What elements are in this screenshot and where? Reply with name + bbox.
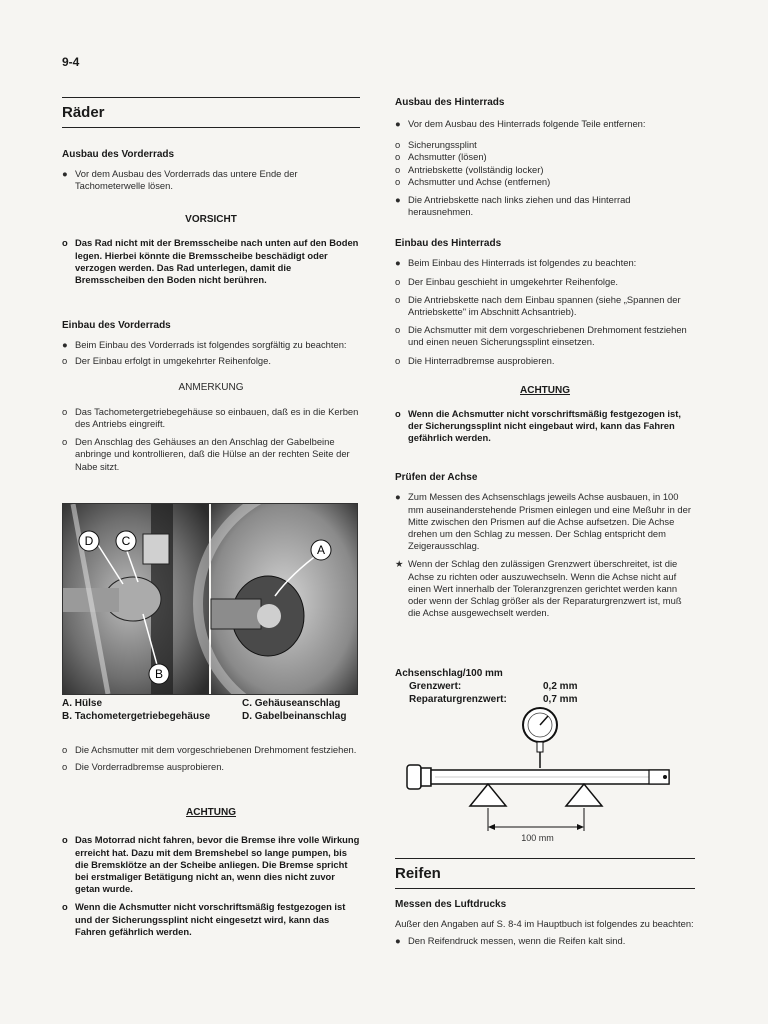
note-heading: ANMERKUNG [178, 381, 244, 393]
spec-value: 0,2 mm [543, 681, 578, 692]
section-title-raeder: Räder [62, 104, 105, 121]
list-item: o Die Vorderradbremse ausprobieren. [62, 761, 225, 773]
callout-label: C [121, 534, 131, 548]
attention-list-left [62, 834, 360, 938]
axle-shaft-icon [407, 765, 669, 789]
callout-d-icon [79, 531, 99, 551]
caption-b: B. Tachometergetriebegehäuse [62, 711, 211, 722]
tire-pressure-text: Außer den Angaben auf S. 8-4 im Hauptbuch ist folgendes zu beachten: [395, 918, 694, 929]
list-item: o Achsmutter (lösen) [395, 151, 487, 163]
bullet-icon: ● [395, 935, 401, 947]
list-item: o Das Rad nicht mit der Bremsscheibe nach unten auf den Boden legen. Hierbei könnte die Bremsscheibe beschädigt oder verzogen werden. Das Rad unterlegen, damit die Bremsscheiben den Boden nicht berühren. [62, 237, 359, 286]
spec-label: Reparaturgrenzwert: [409, 694, 507, 705]
circle-marker-icon: o [395, 293, 401, 305]
page-number: 9-4 [62, 55, 80, 69]
spec-row-limit [395, 680, 695, 693]
caption-d: D. Gabelbeinanschlag [242, 711, 347, 722]
section-title-reifen: Reifen [395, 865, 441, 882]
bullet-icon: ● [395, 118, 401, 129]
rear-removal-intro [395, 118, 695, 130]
attention-heading-right: ACHTUNG [520, 384, 570, 396]
circle-marker-icon: o [62, 436, 68, 448]
circle-marker-icon: o [62, 744, 68, 755]
list-item: o Die Achsmutter mit dem vorgeschriebenen Drehmoment festziehen. [62, 744, 357, 755]
list-item: ● Zum Messen des Achsenschlags jeweils Achse ausbauen, in 100 mm auseinanderstehende Prismen einlegen und eine Meßuhr in der Mitte zwischen den Prismen auf die Achse aufsetzen. Die Achse drehen um den Schlag zu messen. Der Schlag entspricht dem Zeigerausschlag. [395, 491, 691, 552]
bullet-icon: ● [395, 194, 401, 206]
callout-label: B [154, 667, 164, 681]
circle-marker-icon: o [395, 139, 401, 151]
bullet-icon: ● [62, 339, 68, 351]
axle-check-list [395, 491, 695, 619]
axle-runout-specs [395, 667, 695, 706]
rear-install-list [395, 257, 695, 366]
callout-label: D [84, 534, 94, 548]
circle-marker-icon: o [62, 237, 68, 249]
axle-diagram-illustration [395, 705, 695, 850]
list-item: o Wenn die Achsmutter nicht vorschriftsmäßig festgezogen ist, der Sicherungssplint nicht eingebaut wird, kann das Fahren gefährlich werden. [395, 407, 681, 444]
left-lower-section [62, 744, 360, 938]
tire-pressure-list [395, 935, 695, 947]
list-item: o Achsmutter und Achse (entfernen) [395, 175, 551, 187]
front-install-heading: Einbau des Vorderrads [62, 320, 171, 332]
title-rule-top [62, 97, 360, 98]
circle-marker-icon: o [395, 354, 401, 366]
list-item: ● Die Antriebskette nach links ziehen und das Hinterrad herausnehmen. [395, 194, 631, 218]
right-column [395, 97, 695, 619]
circle-marker-icon: o [395, 175, 401, 187]
list-item: ● Beim Einbau des Hinterrads ist folgendes zu beachten: [395, 257, 637, 269]
circle-marker-icon: o [395, 163, 401, 175]
dimension-label: 100 mm [521, 833, 554, 843]
circle-marker-icon: o [62, 405, 68, 417]
bullet-icon: ● [395, 491, 401, 503]
callout-a-icon [311, 540, 331, 560]
rear-removal-heading: Ausbau des Hinterrads [395, 97, 505, 108]
front-removal-heading: Ausbau des Vorderrads [62, 149, 175, 160]
front-install-list [62, 339, 360, 367]
callout-label: A [316, 543, 326, 557]
front-hub-photo-illustration [63, 504, 357, 694]
title-rule-bottom [62, 127, 360, 128]
caution-heading: VORSICHT [185, 214, 237, 226]
circle-marker-icon: o [395, 324, 401, 336]
axle-runout-diagram [395, 705, 695, 850]
list-item: ● Beim Einbau des Vorderrads ist folgendes sorgfältig zu beachten: [62, 339, 347, 351]
list-item: ● Vor dem Ausbau des Hinterrads folgende Teile entfernen: [395, 118, 646, 129]
after-install-list [62, 744, 360, 773]
circle-marker-icon: o [62, 834, 68, 846]
dial-gauge-icon [523, 708, 557, 768]
list-item: o Der Einbau geschieht in umgekehrter Reihenfolge. [395, 275, 619, 287]
front-hub-photo [62, 503, 358, 695]
list-item: o Die Hinterradbremse ausprobieren. [395, 354, 555, 366]
v-block-right-icon [566, 784, 602, 806]
front-removal-list [62, 168, 360, 192]
spec-value: 0,7 mm [543, 694, 578, 705]
tires-rule-top [395, 858, 695, 859]
tires-section [395, 858, 695, 947]
attention-heading-left: ACHTUNG [186, 807, 236, 819]
circle-marker-icon: o [395, 407, 401, 419]
list-item: ● Den Reifendruck messen, wenn die Reifen kalt sind. [395, 935, 626, 947]
list-item: o Die Antriebskette nach dem Einbau spannen (siehe „Spannen der Antriebskette" im Abschnitt Achsantrieb). [395, 293, 681, 318]
tire-pressure-heading: Messen des Luftdrucks [395, 899, 507, 910]
list-item: o Sicherungssplint [395, 139, 477, 151]
rear-install-heading: Einbau des Hinterrads [395, 238, 502, 250]
list-item: o Das Motorrad nicht fahren, bevor die Bremse ihre volle Wirkung erreicht hat. Dazu mit dem Bremshebel so lange pumpen, bis die Bremsklötze an der Scheibe anliegen. Die Bremse spricht bei erstmaliger Betätigung nicht an, wenn dies nicht zuvor getan wurde. [62, 834, 360, 895]
list-item: o Den Anschlag des Gehäuses an den Anschlag der Gabelbeine anbringe und kontrollieren, daß die Hülse an der rechten Seite der Nabe sitzt. [62, 436, 350, 472]
circle-marker-icon: o [62, 901, 68, 913]
list-item: o Die Achsmutter mit dem vorgeschriebenen Drehmoment festziehen und einen neuen Sicherungssplint einsetzen. [395, 324, 687, 348]
circle-marker-icon: o [62, 355, 68, 367]
list-item: o Antriebskette (vollständig locker) [395, 163, 544, 175]
callout-b-icon [149, 664, 169, 684]
rear-removal-parts [395, 139, 695, 188]
circle-marker-icon: o [62, 761, 68, 773]
circle-marker-icon: o [395, 275, 401, 287]
caption-c: C. Gehäuseanschlag [242, 698, 341, 709]
list-item: ● Vor dem Ausbau des Vorderrads das untere Ende der Tachometerwelle lösen. [62, 168, 298, 192]
bullet-icon: ● [62, 168, 68, 179]
caution-list [62, 237, 360, 286]
star-icon: ★ [395, 558, 404, 570]
tires-rule-bottom [395, 888, 695, 889]
note-list [62, 406, 360, 473]
circle-marker-icon: o [395, 151, 401, 163]
list-item: o Das Tachometergetriebegehäuse so einbauen, daß es in die Kerben des Antriebs eingreift. [62, 405, 359, 430]
list-item: o Der Einbau erfolgt in umgekehrter Reihenfolge. [62, 355, 271, 367]
axle-check-heading: Prüfen der Achse [395, 472, 478, 484]
spec-label: Grenzwert: [409, 681, 462, 692]
list-item: ★ Wenn der Schlag den zulässigen Grenzwert überschreitet, ist die Achse zu richten oder auszuwechseln. Wenn die Achse nicht auf einen Wert innerhalb der Toleranzgrenzen gerichtet werden kann oder wenn der Schlag größer als der Reparaturgrenzwert ist, muß die Achse ausgewechselt werden. [395, 558, 682, 619]
v-block-left-icon [470, 784, 506, 806]
attention-list-right [395, 408, 695, 445]
rear-removal-outro [395, 194, 695, 218]
bullet-icon: ● [395, 257, 401, 269]
callout-c-icon [116, 531, 136, 551]
list-item: o Wenn die Achsmutter nicht vorschriftsmäßig festgezogen ist und der Sicherungssplint nicht eingesetzt wird, kann das Fahren gefährlich werden. [62, 901, 346, 937]
left-column [62, 97, 360, 473]
specs-title: Achsenschlag/100 mm [395, 668, 503, 679]
caption-a: A. Hülse [62, 698, 103, 709]
